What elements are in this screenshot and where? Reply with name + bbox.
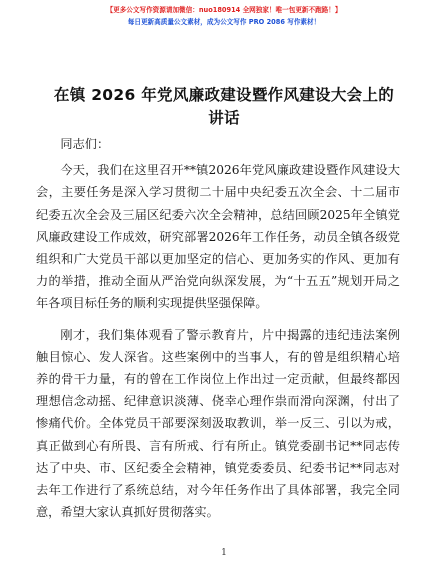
paragraph-2: 刚才，我们集体观看了警示教育片，片中揭露的违纪违法案例触目惊心、发人深省。这些案例中的当事人，有的曾是组织精心培养的骨干力量，有的曾在工作岗位上作出过一定贡献，但最终都因理想信念动摇、纪律意识淡薄、侥幸心理作祟而滑向深渊，付出了惨痛代价。全体党员干部要深刻汲取教训，举一反三、引以为戒，真正做到心有所畏、言有所戒、行有所止。镇党委副书记**同志传达了中央、市、区纪委全会精神，镇党委委员、纪委书记**同志对去年工作进行了系统总结，对今年任务作出了具体部署，我完全同意，希望大家认真抓好贯彻落实。 <box>36 327 400 520</box>
promo-banner <box>0 5 448 28</box>
document-title: 在镇 2026 年党风廉政建设暨作风建设大会上的讲话 <box>53 86 395 127</box>
salutation: 同志们： <box>60 137 110 151</box>
paragraph-1: 今天，我们在这里召开**镇2026年党风廉政建设暨作风建设大会，主要任务是深入学习贯彻二十届中央纪委五次全会、十二届市纪委五次全会及三届区纪委六次全会精神，总结回顾2025年全镇党风廉政建设工作成效，研究部署2026年工作任务，动员全镇各级党组织和广大党员干部以更加坚定的信心、更加务实的作风、更加有力的举措，推动全面从严治党向纵深发展，为“十五五”规划开局之年各项目标任务的顺利实现提供坚强保障。 <box>36 163 400 311</box>
document-body <box>36 133 400 532</box>
promo-line-2: 每日更新高质量公文素材，成为公文写作 PRO 2086 写作素材！ <box>127 18 321 26</box>
promo-line-1: 【更多公文写作资源请加微信：nuo180914 全网独家！唯一包更新不跑路！】 <box>106 6 342 14</box>
page-number: 1 <box>221 548 227 558</box>
